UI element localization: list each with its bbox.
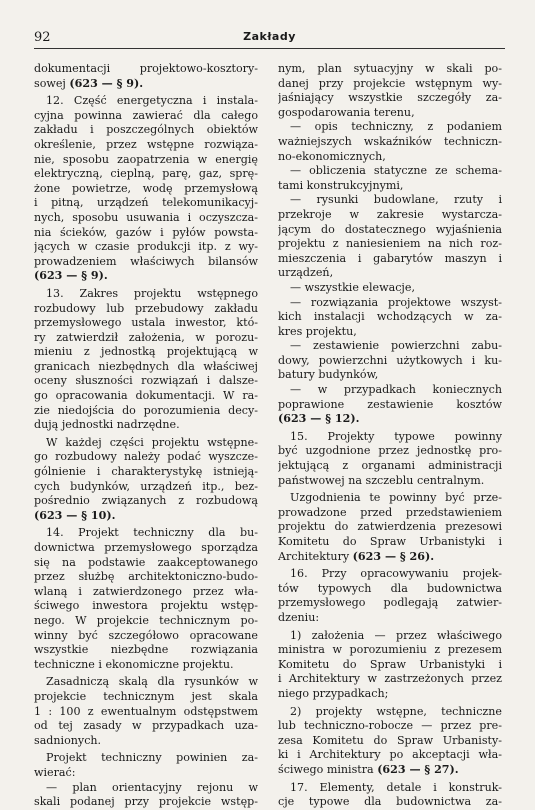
text-line: 16. Przy opracowywaniu projek-	[290, 567, 502, 581]
text-line: — obliczenia statyczne ze schema-	[290, 164, 502, 178]
text-line: zakładu i poszczególnych obiektów	[34, 123, 258, 137]
text-line: prowadzone przed przedstawieniem	[278, 505, 502, 519]
text-line: przekroje w zakresie wystarcza-	[278, 207, 502, 221]
text-line: nia ścieków, gazów i pyłów powsta-	[34, 225, 258, 239]
text-line: Architektury (623 — § 26).	[278, 549, 435, 563]
text-line: zie niedojścia do porozumienia decy-	[34, 403, 258, 417]
running-title: Zakłady	[243, 30, 296, 43]
text-line: (623 — § 12).	[278, 412, 360, 426]
text-line: jących w czasie produkcji itp. z wy-	[34, 240, 258, 254]
text-line: 2) projekty wstępne, techniczne	[290, 704, 502, 718]
text-line: określenie, przez wstępne rozwiąza-	[34, 137, 258, 151]
text-line: (623 — § 9).	[34, 269, 108, 283]
text-line: sadnionych.	[34, 733, 102, 747]
text-line: mieszczenia i gabarytów maszyn i	[278, 251, 502, 265]
text-line: poprawione zestawienie kosztów	[278, 397, 502, 411]
text-line: tów typowych dla budownictwa	[278, 581, 502, 595]
text-line: 1) założenia — przez właściwego	[290, 628, 502, 642]
text-line: 13. Zakres projektu wstępnego	[46, 286, 258, 300]
text-line: ry zatwierdził założenia, w porozu-	[34, 330, 258, 344]
text-line: być uzgodnione przez jednostkę pro-	[278, 444, 502, 458]
text-line: 14. Projekt techniczny dla bu-	[46, 526, 258, 540]
text-line: jaśniający wszystkie szczegóły za-	[278, 91, 502, 105]
text-line: Komitetu do Spraw Urbanistyki i	[278, 657, 502, 671]
text-line: — opis techniczny, z podaniem	[290, 120, 502, 134]
text-line: jącym do dostatecznego wyjaśnienia	[278, 222, 502, 236]
text-line: Zasadniczą skalą dla rysunków w	[46, 675, 258, 689]
text-line: mieniu z jednostką projektującą w	[34, 345, 258, 359]
text-line: ministra w porozumieniu z prezesem	[278, 643, 502, 657]
page-number: 92	[34, 30, 51, 45]
text-line: wszystkie niezbędne rozwiązania	[34, 643, 258, 657]
text-line: techniczne i ekonomiczne projektu.	[34, 657, 234, 671]
text-line: skali podanej przy projekcie wstęp-	[34, 795, 258, 809]
text-line: przemysłowego podlegają zatwier-	[278, 596, 502, 610]
text-line: kres projektu,	[278, 324, 357, 338]
text-line: cje typowe dla budownictwa za-	[278, 795, 502, 809]
text-line: batury budynków,	[278, 368, 379, 382]
text-line: W każdej części projektu wstępne-	[46, 435, 258, 449]
text-line: — rysunki budowlane, rzuty i	[290, 193, 502, 207]
text-line: danej przy projekcie wstępnym wy-	[278, 76, 502, 90]
text-line: 12. Część energetyczna i instala-	[46, 94, 258, 108]
text-line: żone powietrze, wodę przemysłową	[34, 181, 258, 195]
text-line: sowej (623 — § 9).	[34, 76, 144, 90]
text-line: gospodarowania terenu,	[278, 105, 415, 119]
text-line: 15. Projekty typowe powinny	[290, 429, 502, 443]
text-line: — rozwiązania projektowe wszyst-	[290, 295, 502, 309]
text-line: rozbudowy lub przebudowy zakładu	[34, 301, 258, 315]
text-line: oceny słuszności rozwiązań i dalsze-	[34, 374, 258, 388]
text-line: nych, sposobu usuwania i oczyszcza-	[34, 210, 258, 224]
text-line: urządzeń,	[278, 266, 334, 280]
text-line: gólnienie i charakterystykę istnieją-	[34, 465, 258, 479]
text-line: (623 — § 10).	[34, 508, 116, 522]
text-line: 17. Elementy, detale i konstruk-	[290, 780, 502, 794]
text-line: cyjna powinna zawierać dla całego	[34, 108, 258, 122]
text-line: downictwa przemysłowego sporządza	[34, 541, 258, 554]
text-line: ściwego ministra (623 — § 27).	[278, 762, 459, 776]
text-line: nym, plan sytuacyjny w skali po-	[278, 62, 502, 75]
right-text-column	[278, 62, 502, 810]
text-line: go opracowania dokumentacji. W ra-	[34, 389, 258, 403]
text-line: lub techniczno-robocze — przez pre-	[278, 719, 502, 733]
text-line: dzeniu:	[278, 610, 320, 624]
text-line: Uzgodnienia te powinny być prze-	[290, 491, 502, 505]
text-line: 1 : 100 z ewentualnym odstępstwem	[34, 704, 258, 718]
text-line: — zestawienie powierzchni zabu-	[290, 339, 502, 353]
text-line: od tej zasady w przypadkach uza-	[34, 719, 258, 733]
text-line: ki i Architektury po akceptacji wła-	[278, 748, 502, 762]
text-line: no-ekonomicznych,	[278, 149, 386, 163]
text-line: kich instalacji wchodzących w za-	[278, 310, 502, 324]
text-line: — plan orientacyjny rejonu w	[46, 780, 258, 794]
text-line: państwowej na szczeblu centralnym.	[278, 473, 485, 487]
text-line: i Architektury w zastrzeżonych przez	[278, 672, 502, 686]
text-line: granicach niezbędnych dla właściwej	[34, 359, 258, 373]
text-line: ściwego inwestora projektu wstęp-	[34, 599, 258, 613]
text-line: tami konstrukcyjnymi,	[278, 178, 404, 192]
text-line: nego. W projekcie technicznym po-	[34, 613, 258, 627]
text-line: — wszystkie elewacje,	[290, 280, 415, 294]
text-line: jektującą z organami administracji	[278, 459, 502, 473]
text-line: przemysłowego ustala inwestor, któ-	[34, 316, 258, 330]
text-line: przez służbę architektoniczno-budo-	[34, 570, 258, 584]
page-header	[34, 30, 505, 49]
text-line: Komitetu do Spraw Urbanistyki i	[278, 535, 502, 548]
text-line: projektu z naniesieniem na nich roz-	[278, 237, 502, 251]
text-line: prowadzeniem właściwych bilansów	[34, 254, 258, 268]
text-line: nie, sposobu zaopatrzenia w energię	[34, 152, 258, 166]
text-line: projektu do zatwierdzenia prezesowi	[278, 520, 502, 534]
text-line: — w przypadkach koniecznych	[290, 383, 502, 397]
text-line: projekcie technicznym jest skala	[34, 689, 258, 703]
text-line: zesa Komitetu do Spraw Urbanisty-	[278, 733, 502, 747]
text-line: wierać:	[34, 765, 76, 779]
text-line: dokumentacji projektowo-kosztory-	[34, 62, 258, 75]
text-line: dowy, powierzchni użytkowych i ku-	[278, 353, 502, 367]
text-line: elektryczną, cieplną, parę, gaz, sprę-	[34, 167, 258, 181]
text-line: pośrednio związanych z rozbudową	[34, 494, 258, 508]
text-line: się na podstawie zaakceptowanego	[34, 555, 258, 569]
text-line: Projekt techniczny powinien za-	[46, 751, 258, 765]
left-text-column	[34, 62, 258, 810]
text-line: i pitną, urządzeń telekomunikacyj-	[34, 196, 258, 210]
text-line: niego przypadkach;	[278, 686, 389, 700]
text-line: cych budynków, urządzeń itp., bez-	[34, 479, 258, 493]
text-line: ważniejszych wskaźników techniczn-	[278, 134, 502, 148]
text-line: wlaną i zatwierdzonego przez wła-	[34, 584, 258, 598]
text-line: go rozbudowy należy podać wyszcze-	[34, 450, 258, 464]
text-line: dują jednostki nadrzędne.	[34, 418, 180, 432]
text-line: winny być szczegółowo opracowane	[34, 628, 258, 642]
